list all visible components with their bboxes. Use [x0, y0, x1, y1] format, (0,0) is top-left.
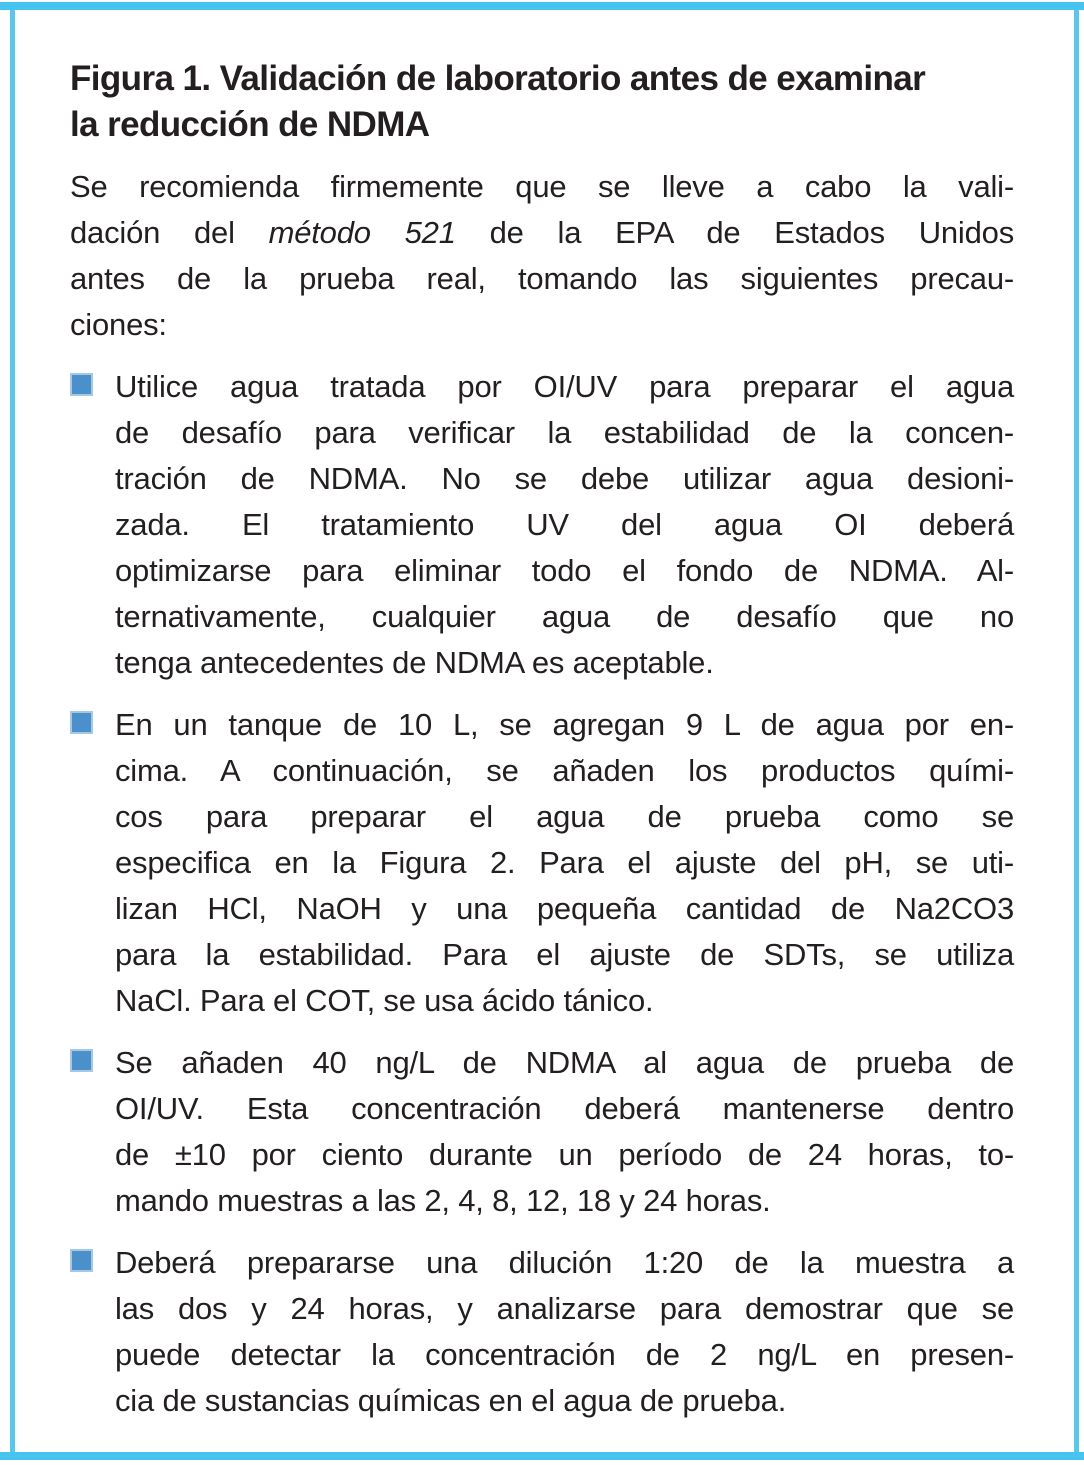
bullet-square-icon	[70, 1049, 93, 1072]
intro-paragraph	[70, 164, 1014, 348]
left-accent-border	[10, 10, 15, 1452]
bullet-4-line-1: Deberá prepararse una dilución 1:20 de la muestra a	[115, 1245, 1014, 1280]
bullet-item-3	[70, 1040, 1014, 1224]
bullet-2-line-6: para la estabilidad. Para el ajuste de SDTs, se utiliza	[115, 937, 1014, 972]
bullet-square-icon	[70, 1249, 93, 1272]
top-accent-bar	[0, 2, 1084, 10]
intro-line-2-pre: dación del	[70, 215, 269, 250]
bullet-1-line-3: tración de NDMA. No se debe utilizar agua desioni-	[115, 461, 1014, 496]
bullet-2-line-3: cos para preparar el agua de prueba como se	[115, 799, 1014, 834]
bullet-3-line-4: mando muestras a las 2, 4, 8, 12, 18 y 24 horas.	[115, 1183, 771, 1218]
intro-line-2	[70, 210, 1014, 256]
bullet-2-line-1: En un tanque de 10 L, se agregan 9 L de agua por en-	[115, 707, 1014, 742]
bullet-4-line-3: puede detectar la concentración de 2 ng/L en presen-	[115, 1337, 1014, 1372]
bullet-item-2	[70, 702, 1014, 1024]
bullet-item-4	[70, 1240, 1014, 1424]
bullet-2-line-4: especifica en la Figura 2. Para el ajuste del pH, se uti-	[115, 845, 1014, 880]
bottom-accent-bar	[0, 1452, 1084, 1460]
intro-line-3: antes de la prueba real, tomando las siguientes precau-	[70, 261, 1014, 296]
bullet-2-line-7: NaCl. Para el COT, se usa ácido tánico.	[115, 983, 654, 1018]
figure-title-line-2: la reducción de NDMA	[70, 105, 430, 144]
bullet-1-line-5: optimizarse para eliminar todo el fondo de NDMA. Al-	[115, 553, 1014, 588]
bullet-3-line-2: OI/UV. Esta concentración deberá mantenerse dentro	[115, 1091, 1014, 1126]
figure-title	[70, 56, 1014, 148]
bullet-item-1	[70, 364, 1014, 686]
bullet-4-line-4: cia de sustancias químicas en el agua de prueba.	[115, 1383, 787, 1418]
figure-title-line-1: Figura 1. Validación de laboratorio antes de examinar	[70, 59, 926, 98]
bullet-1-line-1: Utilice agua tratada por OI/UV para preparar el agua	[115, 369, 1014, 404]
intro-line-2-italic-method: método 521	[268, 215, 456, 250]
intro-line-1: Se recomienda firmemente que se lleve a cabo la vali-	[70, 169, 1014, 204]
bullet-3-line-3: de ±10 por ciento durante un período de 24 horas, to-	[115, 1137, 1014, 1172]
bullet-square-icon	[70, 373, 93, 396]
bullet-1-line-2: de desafío para verificar la estabilidad de la concen-	[115, 415, 1014, 450]
bullet-1-line-4: zada. El tratamiento UV del agua OI deberá	[115, 507, 1014, 542]
bullet-2-line-2: cima. A continuación, se añaden los productos quími-	[115, 753, 1014, 788]
bullet-1-line-6: ternativamente, cualquier agua de desafío que no	[115, 599, 1014, 634]
bullet-4-line-2: las dos y 24 horas, y analizarse para demostrar que se	[115, 1291, 1014, 1326]
bullet-2-line-5: lizan HCl, NaOH y una pequeña cantidad de Na2CO3	[115, 891, 1014, 926]
bullet-3-line-1: Se añaden 40 ng/L de NDMA al agua de prueba de	[115, 1045, 1014, 1080]
bullet-square-icon	[70, 711, 93, 734]
bullet-1-line-7: tenga antecedentes de NDMA es aceptable.	[115, 645, 714, 680]
intro-line-2-post: de la EPA de Estados Unidos	[455, 215, 1015, 250]
right-accent-border	[1074, 10, 1079, 1452]
figure-content	[70, 56, 1014, 1424]
intro-line-4: ciones:	[70, 307, 167, 342]
